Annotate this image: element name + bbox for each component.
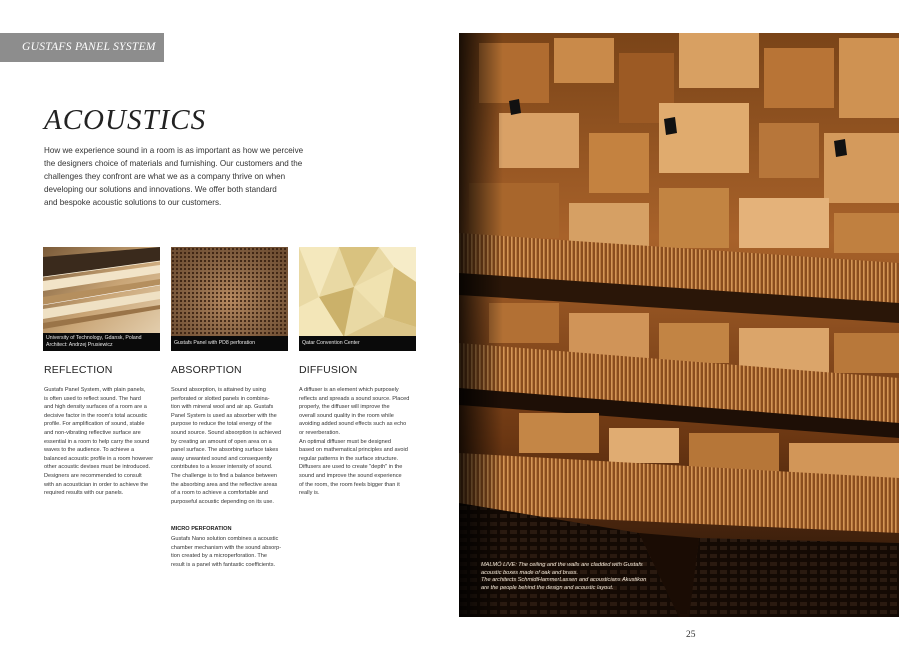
intro-line: developing our solutions and innovations. We offer both standard: [44, 185, 277, 194]
intro-line: the designers choice of materials and furnishing. Our customers and the: [44, 159, 303, 168]
text-line: essential in a room to help carry the sound: [44, 438, 150, 445]
text-line: and non-vibrating reflective surface are: [44, 429, 141, 436]
text-line: reflects and spreads a sound source. Placed: [299, 395, 410, 402]
image-caption: [299, 336, 416, 351]
text-line: with an acoustician in order to achieve the: [44, 481, 149, 488]
text-line: perforated or slotted panels in combina-: [171, 395, 270, 402]
photo-caption: [481, 562, 646, 592]
text-line: overall sound quality in the room while: [299, 412, 394, 419]
text-line: sound source. Sound absorption is achieved: [171, 429, 282, 436]
text-line: profile. For amplification of sound, stable: [44, 421, 145, 428]
text-line: panel surface. The absorbing surface takes: [171, 447, 279, 454]
intro-line: How we experience sound in a room is as important as how we perceive: [44, 146, 304, 155]
absorption-text: [171, 386, 293, 506]
caption-line: Qatar Convention Center: [302, 340, 360, 346]
text-line: result is a panel with fantastic coefficients.: [171, 561, 276, 568]
text-line: Sound absorption, is attained by using: [171, 387, 266, 393]
text-line: An optimal diffuser must be designed: [299, 438, 391, 445]
text-line: based on mathematical principles and avoid: [299, 447, 408, 454]
caption-line: acoustic boxes made of oak and brass.: [481, 569, 579, 576]
text-line: waves to the audience. To achieve a: [44, 447, 135, 454]
text-line: purposeful acoustic depending on its use.: [171, 498, 274, 505]
text-line: the absorbing area and the reflective areas: [171, 481, 278, 488]
concert-hall-photo: [459, 33, 899, 617]
text-line: chamber mechanism with the sound absorp-: [171, 544, 282, 551]
text-line: sound and improve the sound experience: [299, 472, 402, 479]
absorption-image: [171, 247, 288, 351]
reflection-image: [43, 247, 160, 351]
section-header: GUSTAFS PANEL SYSTEM: [0, 33, 164, 62]
intro-line: and bespoke acoustic solutions to our customers.: [44, 198, 222, 207]
text-line: and high density surfaces of a room are a: [44, 404, 147, 411]
text-line: decisive factor in the room's total acoustic: [44, 412, 148, 419]
text-line: is often used to reflect sound. The hard: [44, 395, 141, 402]
text-line: away unwanted sound and consequently: [171, 455, 273, 462]
micro-perforation-text: [171, 535, 301, 569]
page-title: ACOUSTICS: [44, 104, 207, 136]
caption-line: University of Technology, Gdansk, Poland: [46, 335, 142, 341]
text-line: balanced acoustic profile in a room however: [44, 455, 154, 462]
text-line: really is.: [299, 490, 320, 497]
text-line: Gustafs Panel System, with plain panels,: [44, 387, 146, 393]
text-line: of the room, the room feels bigger than it: [299, 481, 400, 488]
diffusion-heading: DIFFUSION: [299, 364, 358, 376]
reflection-text: [44, 386, 166, 498]
text-line: required results with our panels.: [44, 490, 124, 497]
reflection-heading: REFLECTION: [44, 364, 113, 376]
text-line: A diffuser is an element which purposely: [299, 387, 399, 393]
text-line: of a room to achieve a comfortable and: [171, 490, 269, 497]
text-line: Gustafs Nano solution combines a acoustic: [171, 536, 279, 542]
caption-line: Gustafs Panel with PD8 perforation: [174, 340, 256, 346]
text-line: The challenge is to find a balance between: [171, 472, 278, 479]
micro-perforation-heading: MICRO PERFORATION: [171, 526, 232, 532]
text-line: properly, the diffuser will improve the: [299, 404, 390, 411]
absorption-heading: ABSORPTION: [171, 364, 242, 376]
intro-paragraph: [44, 144, 314, 209]
text-line: other acoustic devises must be introduced.: [44, 464, 151, 471]
caption-line: are the people behind the design and acoustic layout.: [481, 584, 614, 591]
text-line: purpose to reduce the total energy of the: [171, 421, 272, 428]
concert-hall-graphic: [459, 33, 899, 617]
text-line: by creating an amount of open area on a: [171, 438, 272, 445]
text-line: avoiding added sound effects such as echo: [299, 421, 407, 428]
text-line: Designers are recommended to consult: [44, 472, 142, 479]
text-line: contributes to a lesser intensity of sound.: [171, 464, 273, 471]
caption-line: The architects SchmidtHammerLassen and acousticians Akustikon: [481, 577, 647, 584]
intro-line: challenges they confront are what we as a company thrive on when: [44, 172, 286, 181]
caption-line: Architect: Andrzej Prusiewicz: [46, 342, 113, 348]
text-line: regular patterns in the surface structure.: [299, 455, 399, 462]
diffusion-text: [299, 386, 421, 498]
page-number: 25: [686, 630, 696, 640]
diffusion-image: [299, 247, 416, 351]
caption-line: MALMÖ LIVE: The ceiling and the walls are cladded with Gustafs: [481, 562, 643, 568]
text-line: or reverberation.: [299, 429, 341, 436]
text-line: Diffusers are used to create "depth" in the: [299, 464, 403, 471]
image-caption: [43, 333, 160, 351]
text-line: tion created by a microperforation. The: [171, 553, 267, 560]
image-caption: [171, 336, 288, 351]
text-line: tion with mineral wool and air ap. Gustafs: [171, 404, 274, 411]
text-line: Panel System is used as absorber with the: [171, 412, 277, 419]
